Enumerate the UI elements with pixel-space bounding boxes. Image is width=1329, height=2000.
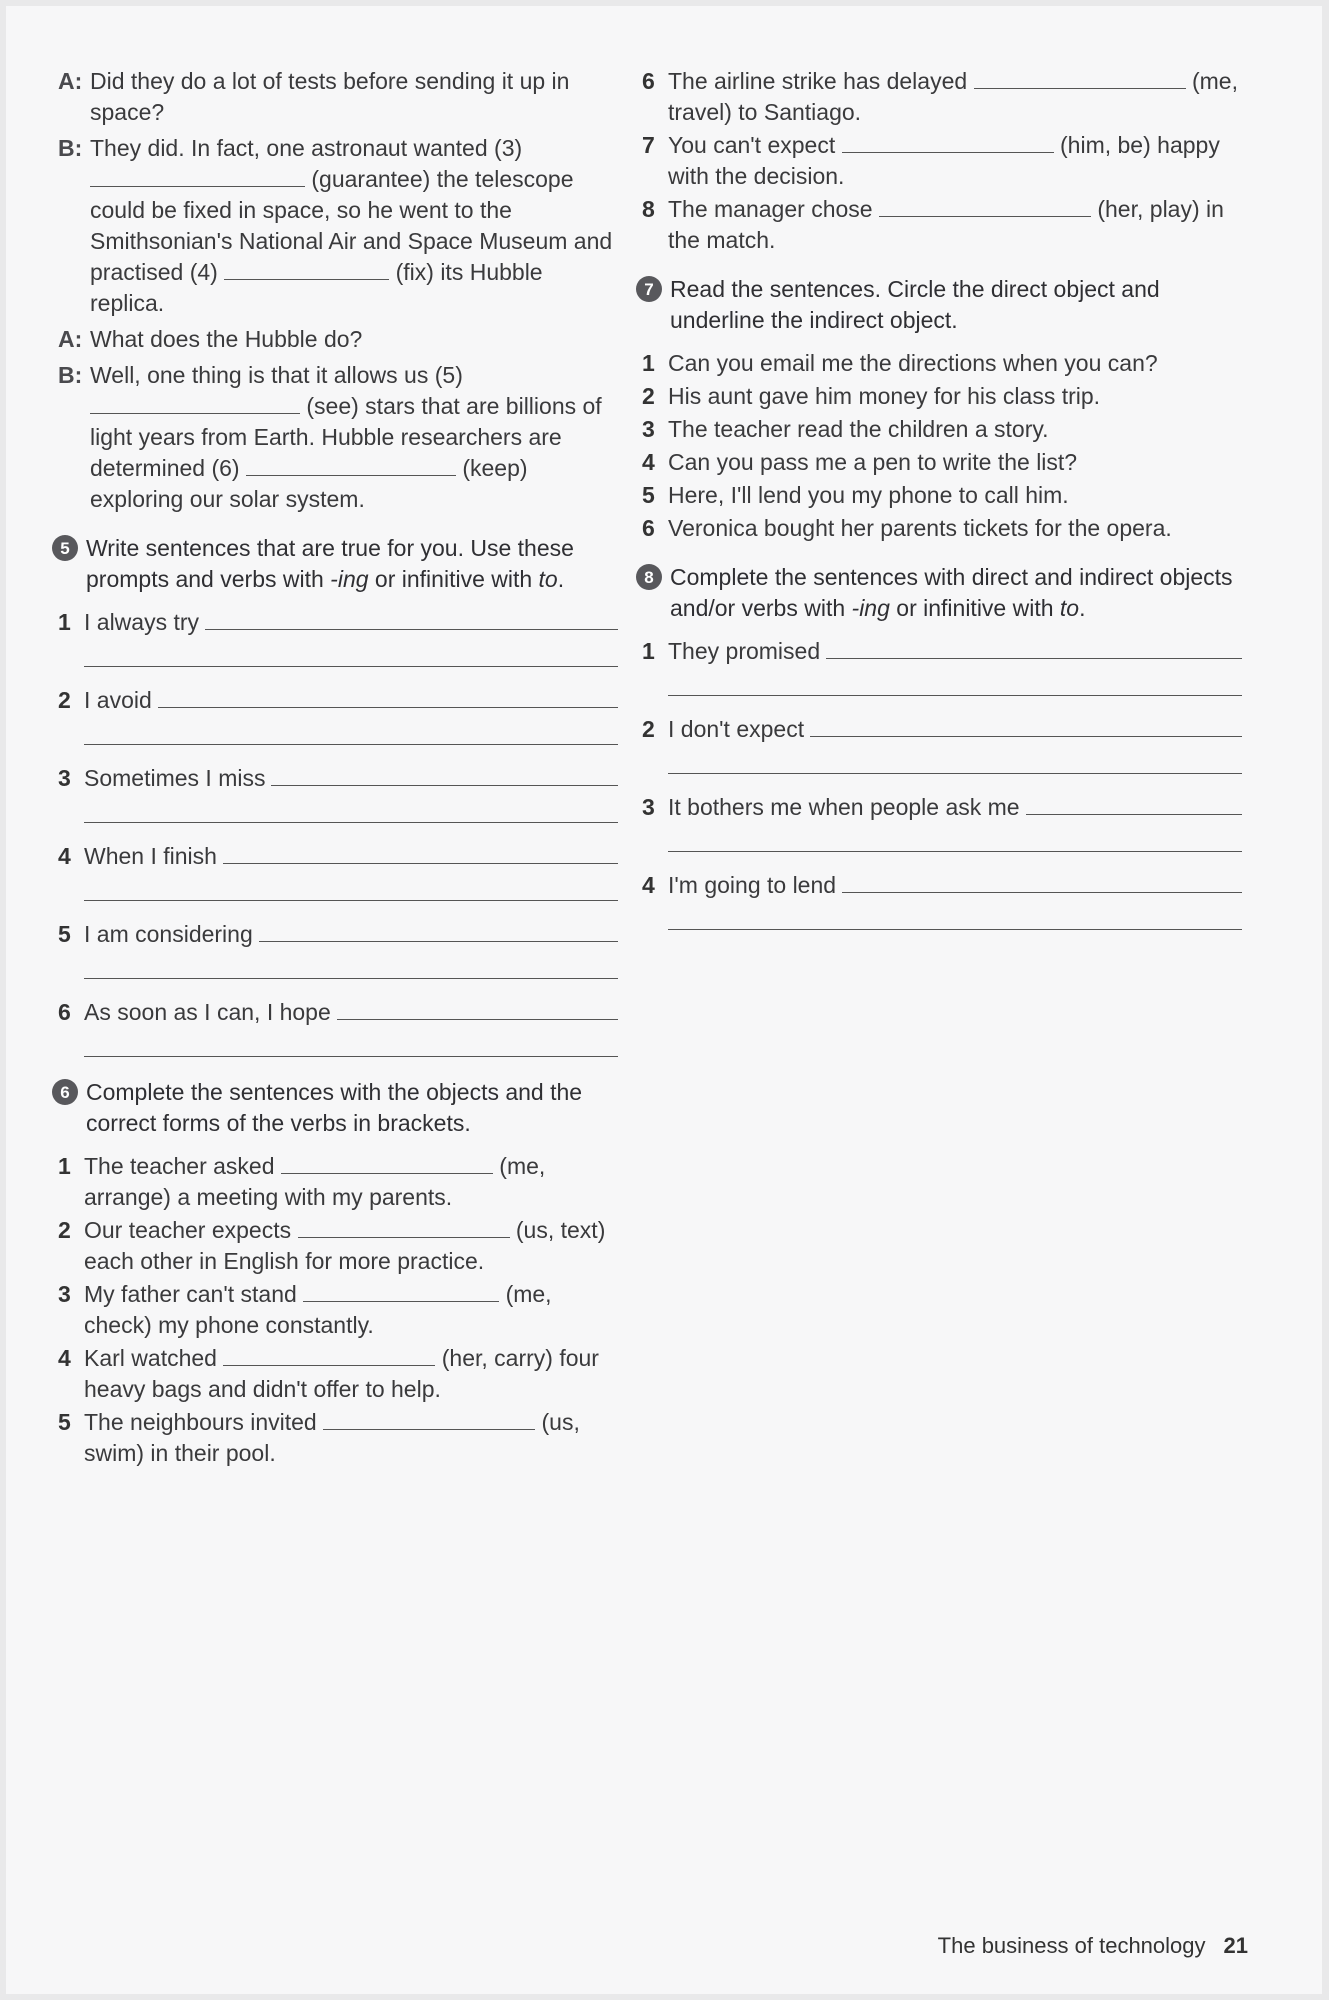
answer-line[interactable] bbox=[84, 716, 618, 745]
list-item bbox=[642, 480, 1242, 511]
list-item: 3 It bothers me when people ask me bbox=[642, 792, 1242, 862]
page-footer bbox=[938, 1933, 1248, 1959]
speaker-label: B: bbox=[58, 135, 83, 161]
list-item: 1 They promised bbox=[642, 636, 1242, 706]
list-item bbox=[642, 414, 1242, 445]
answer-line[interactable] bbox=[205, 607, 618, 630]
dialogue-text: Did they do a lot of tests before sending it up in space? bbox=[90, 68, 570, 125]
list-item: 8 The manager chose (her, play) in the match. bbox=[642, 194, 1242, 256]
item-number: 6 bbox=[642, 68, 655, 94]
answer-line[interactable] bbox=[84, 872, 618, 901]
exercise-6-continued bbox=[642, 66, 1242, 256]
list-item: 4 When I finish bbox=[58, 841, 618, 911]
exercise-7-heading bbox=[636, 274, 1242, 336]
list-item: 3 Sometimes I miss bbox=[58, 763, 618, 833]
list-item: 3 My father can't stand (me, check) my phone constantly. bbox=[58, 1279, 618, 1341]
answer-blank[interactable] bbox=[281, 1151, 493, 1174]
list-item: 6 As soon as I can, I hope bbox=[58, 997, 618, 1067]
item-number: 2 bbox=[58, 687, 71, 713]
right-column bbox=[642, 66, 1242, 948]
exercise-number-badge: 8 bbox=[636, 564, 662, 590]
exercise-5-items bbox=[58, 607, 618, 1067]
exercise-6-heading bbox=[52, 1077, 618, 1139]
item-number: 4 bbox=[642, 872, 655, 898]
blank-number: (5) bbox=[434, 362, 463, 388]
exercise-instruction: Read the sentences. Circle the direct object and underline the indirect object. bbox=[670, 276, 1160, 333]
speaker-label: A: bbox=[58, 326, 83, 352]
dialogue-text: What does the Hubble do? bbox=[90, 326, 363, 352]
speaker-label: B: bbox=[58, 362, 83, 388]
item-number: 1 bbox=[58, 609, 71, 635]
item-number: 3 bbox=[58, 765, 71, 791]
sentence: Can you email me the directions when you can? bbox=[668, 350, 1158, 376]
sentence: Can you pass me a pen to write the list? bbox=[668, 449, 1078, 475]
dialogue-line-a2 bbox=[58, 324, 618, 355]
answer-line[interactable] bbox=[158, 685, 618, 708]
list-item: 2 Our teacher expects (us, text) each other in English for more practice. bbox=[58, 1215, 618, 1277]
exercise-8-items bbox=[642, 636, 1242, 940]
item-number: 3 bbox=[642, 416, 655, 442]
answer-blank-3[interactable] bbox=[90, 164, 305, 187]
item-number: 8 bbox=[642, 196, 655, 222]
list-item: 5 The neighbours invited (us, swim) in their pool. bbox=[58, 1407, 618, 1469]
answer-blank[interactable] bbox=[323, 1407, 535, 1430]
show-through-text bbox=[526, 1286, 1286, 1846]
exercise-number-badge: 6 bbox=[52, 1079, 78, 1105]
list-item: 7 You can't expect (him, be) happy with the decision. bbox=[642, 130, 1242, 192]
list-item: 1 The teacher asked (me, arrange) a meeting with my parents. bbox=[58, 1151, 618, 1213]
answer-blank[interactable] bbox=[298, 1215, 510, 1238]
blank-number: (3) bbox=[494, 135, 523, 161]
list-item: 4 Karl watched (her, carry) four heavy bags and didn't offer to help. bbox=[58, 1343, 618, 1405]
answer-line[interactable] bbox=[826, 636, 1242, 659]
workbook-page bbox=[6, 6, 1322, 1994]
list-item bbox=[642, 447, 1242, 478]
dialogue-line-a1 bbox=[58, 66, 618, 128]
answer-line[interactable] bbox=[84, 1028, 618, 1057]
item-number: 6 bbox=[58, 999, 71, 1025]
exercise-7-items bbox=[642, 348, 1242, 544]
answer-blank-4[interactable] bbox=[224, 257, 389, 280]
item-number: 1 bbox=[642, 638, 655, 664]
list-item: 6 The airline strike has delayed (me, travel) to Santiago. bbox=[642, 66, 1242, 128]
answer-blank[interactable] bbox=[879, 194, 1091, 217]
item-number: 7 bbox=[642, 132, 655, 158]
answer-blank-6[interactable] bbox=[246, 453, 456, 476]
answer-line[interactable] bbox=[668, 901, 1242, 930]
dialogue-text: They did. In fact, one astronaut wanted (3) (guarantee) the telescope could be fixed in space, so he went to the Smithsonian's National Air and Space Museum and practised (4) (fix) its Hubble replica. bbox=[90, 135, 613, 316]
item-number: 5 bbox=[58, 921, 71, 947]
sentence: The teacher read the children a story. bbox=[668, 416, 1049, 442]
item-number: 4 bbox=[58, 1345, 71, 1371]
answer-line[interactable] bbox=[668, 823, 1242, 852]
list-item: 2 I don't expect bbox=[642, 714, 1242, 784]
exercise-5-heading bbox=[52, 533, 618, 595]
list-item: 5 I am considering bbox=[58, 919, 618, 989]
answer-line[interactable] bbox=[84, 638, 618, 667]
item-number: 2 bbox=[58, 1217, 71, 1243]
sentence: Veronica bought her parents tickets for the opera. bbox=[668, 515, 1172, 541]
page-number: 21 bbox=[1223, 1933, 1248, 1958]
item-number: 5 bbox=[642, 482, 655, 508]
answer-blank[interactable] bbox=[974, 66, 1186, 89]
exercise-number-badge: 5 bbox=[52, 535, 78, 561]
section-title: The business of technology bbox=[937, 1933, 1206, 1958]
item-number: 4 bbox=[58, 843, 71, 869]
exercise-instruction: Write sentences that are true for you. Use these prompts and verbs with -ing or infinitive with to. bbox=[86, 535, 574, 592]
answer-blank[interactable] bbox=[842, 130, 1054, 153]
list-item: 2 I avoid bbox=[58, 685, 618, 755]
dialogue-line-b1 bbox=[58, 133, 618, 319]
list-item bbox=[642, 513, 1242, 544]
list-item bbox=[642, 381, 1242, 412]
item-number: 3 bbox=[58, 1281, 71, 1307]
sentence: Here, I'll lend you my phone to call him. bbox=[668, 482, 1069, 508]
answer-line[interactable] bbox=[668, 667, 1242, 696]
list-item: 4 I'm going to lend bbox=[642, 870, 1242, 940]
answer-line[interactable] bbox=[271, 763, 618, 786]
speaker-label: A: bbox=[58, 68, 83, 94]
answer-line[interactable] bbox=[84, 950, 618, 979]
left-column bbox=[58, 66, 618, 1471]
item-number: 3 bbox=[642, 794, 655, 820]
answer-blank-5[interactable] bbox=[90, 391, 300, 414]
exercise-number-badge: 7 bbox=[636, 276, 662, 302]
answer-line[interactable] bbox=[223, 841, 618, 864]
answer-blank[interactable] bbox=[303, 1279, 499, 1302]
answer-blank[interactable] bbox=[223, 1343, 435, 1366]
answer-line[interactable] bbox=[337, 997, 618, 1020]
list-item: 1 I always try bbox=[58, 607, 618, 677]
dialogue-line-b2 bbox=[58, 360, 618, 515]
item-number: 6 bbox=[642, 515, 655, 541]
exercise-instruction: Complete the sentences with direct and indirect objects and/or verbs with -ing or infinitive with to. bbox=[670, 564, 1233, 621]
item-number: 5 bbox=[58, 1409, 71, 1435]
exercise-instruction: Complete the sentences with the objects and the correct forms of the verbs in brackets. bbox=[86, 1079, 583, 1136]
answer-line[interactable] bbox=[1026, 792, 1242, 815]
exercise-6-items bbox=[58, 1151, 618, 1469]
item-number: 4 bbox=[642, 449, 655, 475]
answer-line[interactable] bbox=[668, 745, 1242, 774]
item-number: 2 bbox=[642, 716, 655, 742]
answer-line[interactable] bbox=[810, 714, 1242, 737]
dialogue-text: Well, one thing is that it allows us (5) (see) stars that are billions of light years from Earth. Hubble researchers are determined (6) (keep) exploring our solar system. bbox=[90, 362, 602, 512]
answer-line[interactable] bbox=[842, 870, 1242, 893]
sentence: His aunt gave him money for his class trip. bbox=[668, 383, 1101, 409]
item-number: 1 bbox=[58, 1153, 71, 1179]
item-number: 1 bbox=[642, 350, 655, 376]
item-number: 2 bbox=[642, 383, 655, 409]
exercise-8-heading bbox=[636, 562, 1242, 624]
list-item bbox=[642, 348, 1242, 379]
answer-line[interactable] bbox=[259, 919, 618, 942]
answer-line[interactable] bbox=[84, 794, 618, 823]
